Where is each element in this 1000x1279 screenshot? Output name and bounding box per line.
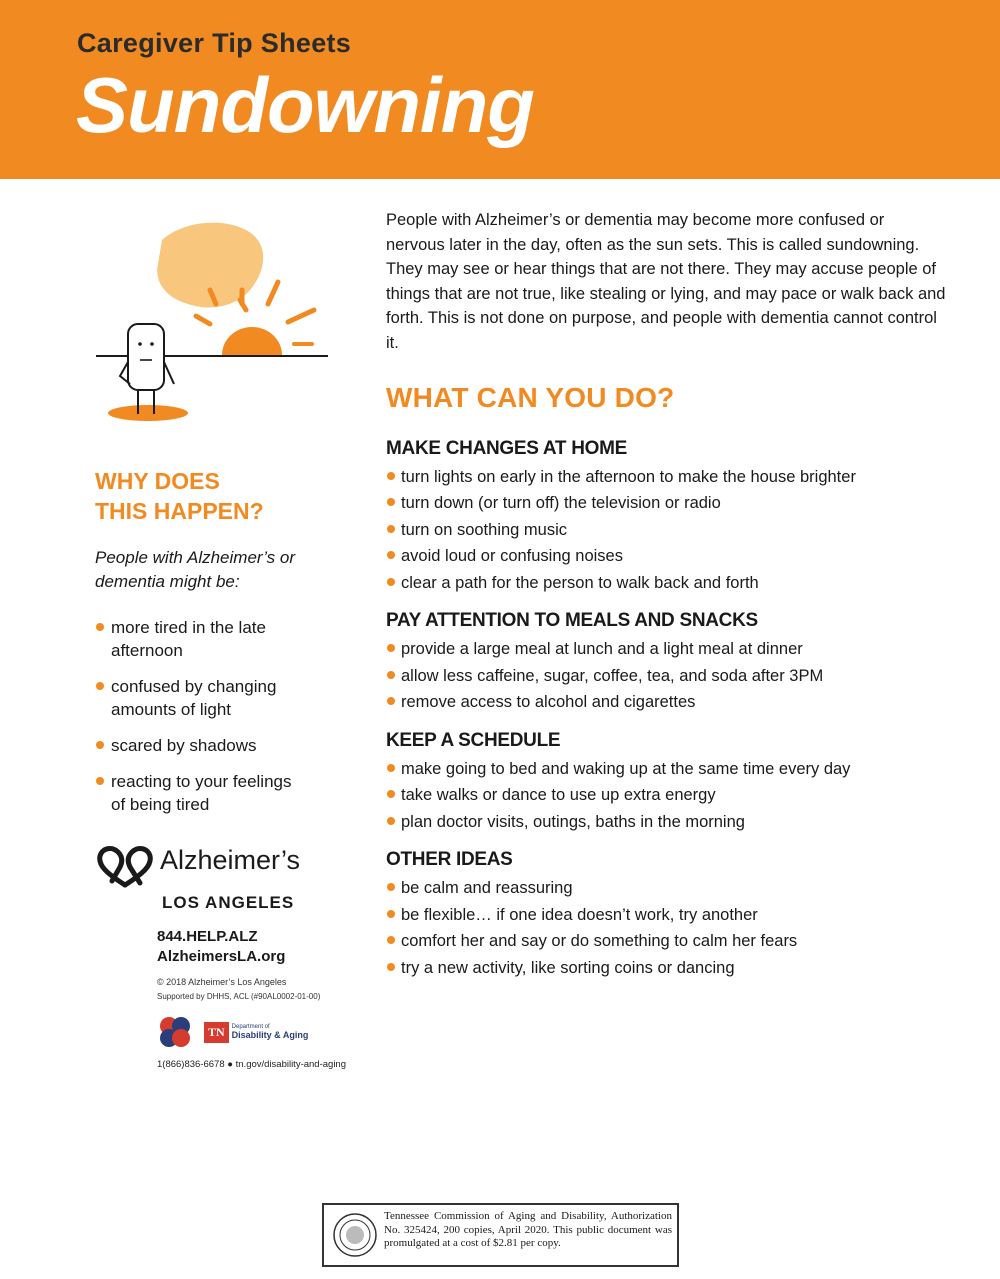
contact-line: 1(866)836-6678 ● tn.gov/disability-and-aging	[157, 1059, 346, 1070]
what-heading: WHAT CAN YOU DO?	[386, 381, 675, 413]
list-item-line: amounts of light	[111, 700, 232, 719]
why-section	[95, 466, 360, 829]
partner-logos	[156, 1013, 376, 1051]
list-item: turn on soothing music	[386, 517, 946, 544]
list-item	[95, 616, 360, 662]
tn-dept-name: Disability & Aging	[231, 1030, 309, 1040]
list-item: try a new activity, like sorting coins or dancing	[386, 955, 946, 982]
list-item-line: more tired in the late	[111, 618, 266, 637]
list-item	[95, 734, 360, 757]
list-item: make going to bed and waking up at the same time every day	[386, 756, 946, 783]
tips-list-meals	[386, 636, 946, 716]
list-item: be calm and reassuring	[386, 875, 946, 902]
list-item: allow less caffeine, sugar, coffee, tea, and soda after 3PM	[386, 663, 946, 690]
why-heading-line1: WHY DOES	[95, 468, 220, 494]
list-item	[95, 675, 360, 721]
tennessee-seal-icon	[332, 1212, 378, 1258]
list-item-line: afternoon	[111, 641, 183, 660]
authorization-footer	[322, 1203, 679, 1267]
list-item: remove access to alcohol and cigarettes	[386, 689, 946, 716]
list-item	[95, 770, 360, 816]
why-heading-line2: THIS HAPPEN?	[95, 498, 264, 524]
brain-logo-icon	[156, 1013, 194, 1051]
tips-list-home	[386, 464, 946, 597]
org-name: Alzheimer’s	[160, 845, 301, 875]
tn-dept-small: Department of	[231, 1024, 270, 1030]
intro-paragraph: People with Alzheimer’s or dementia may become more confused or nervous later in the day, often as the sun sets. This is called sundowning. They may see or hear things that are not there. They may accuse people of things that are not true, like stealing or lying, and may pace or walk back and forth. This is not done on purpose, and people with dementia cannot control it.	[386, 211, 946, 352]
list-item: plan doctor visits, outings, baths in the morning	[386, 809, 946, 836]
why-heading	[95, 466, 360, 526]
list-item-line: scared by shadows	[111, 736, 257, 755]
list-item: be flexible… if one idea doesn’t work, try another	[386, 902, 946, 929]
org-phone[interactable]: 844.HELP.ALZ	[157, 928, 258, 945]
tips-list-other	[386, 875, 946, 981]
list-item: take walks or dance to use up extra energy	[386, 782, 946, 809]
support-text: Supported by DHHS, ACL (#90AL0002-01-00)	[157, 992, 321, 1001]
list-item: turn down (or turn off) the television or radio	[386, 490, 946, 517]
section-heading-schedule: KEEP A SCHEDULE	[386, 729, 561, 751]
page-title: Sundowning	[76, 61, 534, 149]
header-banner	[0, 0, 1000, 179]
tn-dept-text	[232, 1023, 309, 1041]
sunset-person-illustration	[92, 212, 332, 424]
section-heading-other: OTHER IDEAS	[386, 849, 513, 871]
why-intro-line2: dementia might be:	[95, 572, 240, 591]
org-website[interactable]: AlzheimersLA.org	[157, 948, 286, 965]
tn-badge: TN	[204, 1022, 229, 1043]
org-logo	[96, 845, 376, 891]
why-list	[95, 616, 360, 816]
list-item: clear a path for the person to walk back and forth	[386, 570, 946, 597]
why-intro-line1: People with Alzheimer’s or	[95, 548, 295, 567]
list-item: turn lights on early in the afternoon to make the house brighter	[386, 464, 946, 491]
list-item: comfort her and say or do something to calm her fears	[386, 928, 946, 955]
list-item-line: of being tired	[111, 795, 210, 814]
list-item-line: reacting to your feelings	[111, 772, 292, 791]
tn-logo	[204, 1022, 308, 1043]
main-content	[386, 208, 946, 995]
org-subname: LOS ANGELES	[162, 893, 295, 912]
series-title: Caregiver Tip Sheets	[77, 28, 352, 58]
org-logo-block	[96, 845, 376, 1070]
tips-list-schedule	[386, 756, 946, 836]
heart-ribbon-icon	[96, 845, 154, 891]
why-intro	[95, 546, 360, 594]
list-item-line: confused by changing	[111, 677, 277, 696]
list-item: provide a large meal at lunch and a light meal at dinner	[386, 636, 946, 663]
copyright-text: © 2018 Alzheimer’s Los Angeles	[157, 977, 287, 987]
section-heading-meals: PAY ATTENTION TO MEALS AND SNACKS	[386, 610, 758, 632]
authorization-text: Tennessee Commission of Aging and Disability, Authorization No. 325424, 200 copies, April 2020. This public document was promulgated at a cost of $2.81 per copy.	[384, 1210, 672, 1249]
section-heading-home: MAKE CHANGES AT HOME	[386, 437, 628, 459]
list-item: avoid loud or confusing noises	[386, 543, 946, 570]
